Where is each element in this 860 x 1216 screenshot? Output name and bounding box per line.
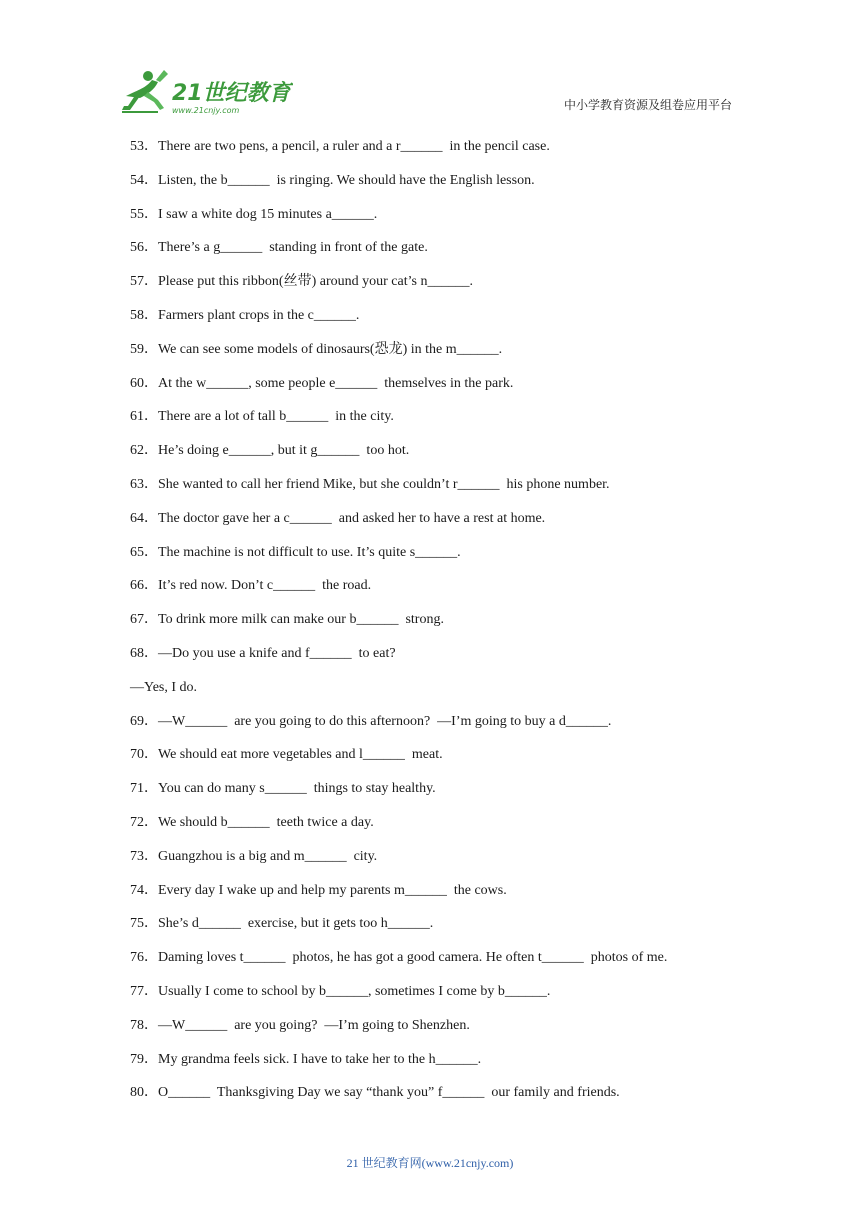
question-text: I saw a white dog 15 minutes a______. (158, 206, 378, 222)
question-item (130, 915, 740, 933)
question-text: Please put this ribbon(丝带) around your cat’s n______. (158, 274, 473, 290)
question-number: 63． (130, 476, 158, 492)
question-item (130, 814, 740, 832)
question-text: —Yes, I do. (130, 679, 198, 695)
question-text: There are two pens, a pencil, a ruler and a r______ in the pencil case. (158, 139, 550, 154)
question-number: 79． (130, 1051, 158, 1067)
question-item (130, 949, 740, 967)
page-footer: 21 世纪教育网(www.21cnjy.com) (346, 1156, 514, 1170)
question-text: It’s red now. Don’t c______ the road. (158, 578, 372, 594)
question-number: 57． (130, 274, 158, 290)
question-text: Farmers plant crops in the c______. (158, 307, 360, 323)
question-item (130, 611, 740, 629)
question-number: 74． (130, 882, 158, 898)
question-number: 68． (130, 645, 158, 661)
svg-text:21世纪教育: 21世纪教育 (172, 81, 291, 106)
question-number: 73． (130, 848, 158, 864)
question-number: 72． (130, 814, 158, 830)
question-number: 54． (130, 172, 158, 188)
question-number: 62． (130, 443, 158, 459)
question-number: 76． (130, 950, 158, 966)
question-number: 58． (130, 307, 158, 323)
answer-line (130, 679, 740, 697)
question-number: 64． (130, 510, 158, 526)
question-text: There are a lot of tall b______ in the city. (158, 409, 394, 425)
question-text: You can do many s______ things to stay healthy. (158, 781, 436, 797)
question-text: We can see some models of dinosaurs(恐龙) in the m______. (158, 341, 503, 357)
question-number: 75． (130, 916, 158, 932)
question-text: The machine is not difficult to use. It’s quite s______. (158, 544, 461, 560)
question-item (130, 206, 740, 224)
question-number: 66． (130, 578, 158, 594)
question-number: 59． (130, 341, 158, 357)
question-text: There’s a g______ standing in front of the gate. (158, 240, 428, 256)
question-item (130, 375, 740, 393)
question-item (130, 983, 740, 1001)
question-text: He’s doing e______, but it g______ too hot. (158, 443, 410, 459)
question-number: 70． (130, 747, 158, 763)
question-number: 65． (130, 544, 158, 560)
question-item (130, 510, 740, 528)
question-item (130, 848, 740, 866)
question-item (130, 273, 740, 291)
logo-21cnjy (118, 66, 293, 118)
question-text: She wanted to call her friend Mike, but she couldn’t r______ his phone number. (158, 476, 610, 492)
question-item (130, 138, 740, 156)
question-text: To drink more milk can make our b______ strong. (158, 612, 444, 628)
question-number: 61． (130, 409, 158, 425)
question-item (130, 882, 740, 900)
question-item (130, 544, 740, 562)
question-item (130, 307, 740, 325)
question-number: 80． (130, 1085, 158, 1101)
question-text: —W______ are you going? —I’m going to Shenzhen. (158, 1017, 470, 1033)
question-number: 77． (130, 983, 158, 999)
question-text: The doctor gave her a c______ and asked her to have a rest at home. (158, 510, 546, 526)
question-item (130, 239, 740, 257)
question-item (130, 577, 740, 595)
question-text: —W______ are you going to do this afternoon? —I’m going to buy a d______. (158, 713, 612, 729)
question-text: We should b______ teeth twice a day. (158, 814, 374, 830)
question-item (130, 645, 740, 663)
question-item (130, 746, 740, 764)
question-number: 53． (130, 139, 158, 154)
question-number: 56． (130, 240, 158, 256)
page-header (118, 66, 738, 118)
question-text: She’s d______ exercise, but it gets too h______. (158, 916, 434, 932)
question-item (130, 442, 740, 460)
question-item (130, 1084, 740, 1102)
question-item (130, 780, 740, 798)
question-number: 71． (130, 781, 158, 797)
question-text: Guangzhou is a big and m______ city. (158, 848, 378, 864)
question-list (130, 138, 740, 1118)
question-text: At the w______, some people e______ themselves in the park. (158, 375, 514, 391)
question-text: My grandma feels sick. I have to take her to the h______. (158, 1051, 482, 1067)
question-number: 55． (130, 206, 158, 222)
question-item (130, 1017, 740, 1035)
question-item (130, 1051, 740, 1069)
question-number: 60． (130, 375, 158, 391)
question-number: 67． (130, 612, 158, 628)
question-number: 78． (130, 1017, 158, 1033)
question-text: O______ Thanksgiving Day we say “thank you” f______ our family and friends. (158, 1085, 620, 1101)
question-text: —Do you use a knife and f______ to eat? (158, 645, 396, 661)
question-text: Every day I wake up and help my parents m______ the cows. (158, 882, 507, 898)
svg-text:www.21cnjy.com: www.21cnjy.com (172, 106, 240, 115)
question-item (130, 408, 740, 426)
platform-tagline: 中小学教育资源及组卷应用平台 (563, 98, 732, 112)
question-text: Usually I come to school by b______, sometimes I come by b______. (158, 983, 551, 999)
question-item (130, 713, 740, 731)
question-item (130, 172, 740, 190)
question-number: 69． (130, 713, 158, 729)
question-text: Daming loves t______ photos, he has got a good camera. He often t______ photos of me. (158, 950, 668, 966)
question-item (130, 476, 740, 494)
question-item (130, 341, 740, 359)
question-text: Listen, the b______ is ringing. We should have the English lesson. (158, 172, 535, 188)
question-text: We should eat more vegetables and l______ meat. (158, 747, 443, 763)
